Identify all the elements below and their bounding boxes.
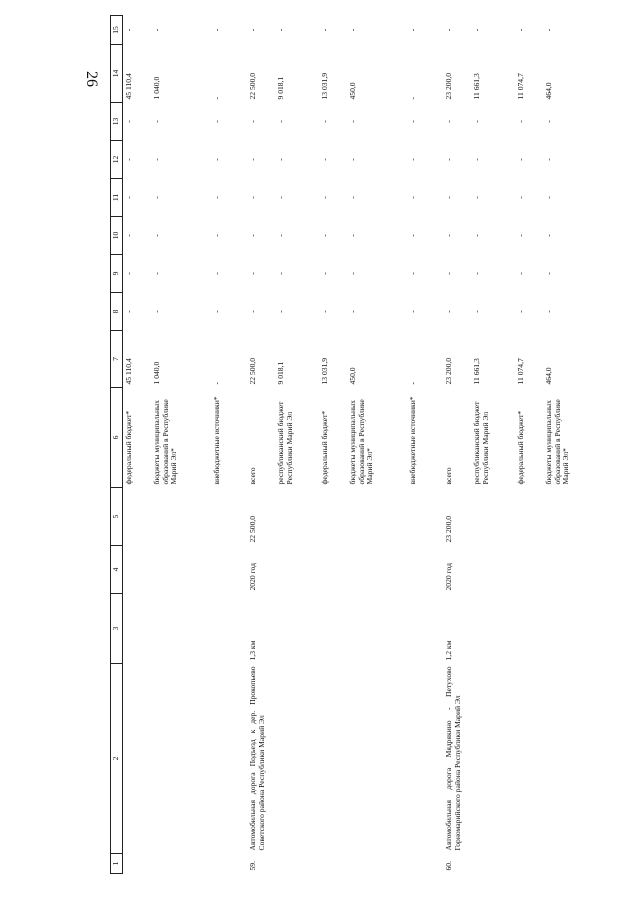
- road-length: 1,2 км: [444, 640, 453, 661]
- header-cell: 2: [111, 664, 123, 854]
- empty-cell: -: [408, 28, 417, 32]
- empty-cell: -: [152, 120, 161, 123]
- empty-cell: -: [408, 272, 417, 275]
- header-cell: 13: [111, 103, 123, 141]
- empty-cell: -: [276, 310, 285, 313]
- row-number: 60.: [444, 861, 453, 871]
- empty-cell: -: [544, 120, 553, 123]
- source-label: всего: [444, 467, 453, 485]
- empty-cell: -: [124, 158, 133, 161]
- empty-cell: -: [408, 158, 417, 161]
- amount-cell: -: [408, 381, 417, 385]
- empty-cell: -: [212, 234, 221, 237]
- empty-cell: -: [516, 272, 525, 275]
- source-label: внебюджетные источники*: [408, 396, 417, 485]
- empty-cell: -: [276, 120, 285, 123]
- amount-cell: 22 500,0: [248, 357, 257, 385]
- empty-cell: -: [152, 28, 161, 32]
- empty-cell: -: [516, 196, 525, 199]
- header-row: [111, 16, 123, 874]
- empty-cell: -: [444, 120, 453, 123]
- empty-cell: -: [276, 272, 285, 275]
- empty-cell: -: [212, 120, 221, 123]
- empty-cell: -: [348, 196, 357, 199]
- source-label: бюджеты муниципальных образований в Республике Марий Эл*: [348, 399, 375, 485]
- amount-cell: 13 031,9: [320, 357, 329, 385]
- empty-cell: -: [516, 158, 525, 161]
- row-number: 59.: [248, 861, 257, 871]
- road-year: 2020 год: [248, 563, 257, 591]
- empty-cell: -: [444, 28, 453, 32]
- empty-cell: -: [320, 196, 329, 199]
- amount-cell: 23 200,0: [444, 357, 453, 385]
- header-cell: 5: [111, 488, 123, 546]
- header-cell: 7: [111, 331, 123, 388]
- empty-cell: -: [444, 272, 453, 275]
- header-cell: 4: [111, 546, 123, 594]
- empty-cell: -: [152, 158, 161, 161]
- empty-cell: -: [544, 234, 553, 237]
- empty-cell: -: [444, 196, 453, 199]
- header-cell: 6: [111, 388, 123, 488]
- empty-cell: -: [248, 234, 257, 237]
- amount-cell: 23 200,0: [444, 72, 453, 100]
- empty-cell: -: [124, 28, 133, 32]
- amount-cell: 22 500,0: [248, 72, 257, 100]
- empty-cell: -: [348, 158, 357, 161]
- empty-cell: -: [212, 158, 221, 161]
- empty-cell: -: [516, 28, 525, 32]
- empty-cell: -: [276, 196, 285, 199]
- empty-cell: -: [212, 272, 221, 275]
- empty-cell: -: [152, 234, 161, 237]
- empty-cell: -: [408, 310, 417, 313]
- amount-cell: 1 040,0: [152, 361, 161, 385]
- amount-cell: 464,0: [544, 82, 553, 100]
- empty-cell: -: [472, 120, 481, 123]
- empty-cell: -: [212, 196, 221, 199]
- source-label: бюджеты муниципальных образований в Республике Марий Эл*: [544, 399, 571, 485]
- empty-cell: -: [348, 120, 357, 123]
- table-row: [247, 16, 443, 874]
- empty-cell: -: [472, 272, 481, 275]
- source-label: федеральный бюджет*: [516, 410, 525, 485]
- amount-cell: 45 110,4: [124, 358, 133, 385]
- empty-cell: -: [348, 310, 357, 313]
- empty-cell: -: [320, 310, 329, 313]
- amount-cell: 9 018,1: [276, 76, 285, 100]
- source-label: республиканский бюджет Республики Марий Эл: [472, 401, 490, 485]
- empty-cell: -: [408, 234, 417, 237]
- header-cell: 9: [111, 255, 123, 293]
- source-label: внебюджетные источники*: [212, 396, 221, 485]
- empty-cell: -: [472, 196, 481, 199]
- header-cell: 14: [111, 45, 123, 103]
- empty-cell: -: [248, 272, 257, 275]
- empty-cell: -: [544, 158, 553, 161]
- road-length: 1,3 км: [248, 640, 257, 661]
- empty-cell: -: [320, 158, 329, 161]
- road-name: Автомобильная дорога Мядрякино - Петухово Горномарийского района Республики Марий Эл: [444, 666, 462, 851]
- empty-cell: -: [276, 158, 285, 161]
- source-label: бюджеты муниципальных образований в Республике Марий Эл*: [152, 399, 179, 485]
- empty-cell: -: [248, 28, 257, 32]
- empty-cell: -: [320, 234, 329, 237]
- header-cell: 1: [111, 854, 123, 874]
- empty-cell: -: [248, 120, 257, 123]
- empty-cell: -: [348, 234, 357, 237]
- empty-cell: -: [348, 272, 357, 275]
- empty-cell: -: [516, 234, 525, 237]
- source-label: федеральный бюджет*: [320, 410, 329, 485]
- amount-cell: 450,0: [348, 82, 357, 100]
- road-name: Автомобильная дорога Подъезд к дер. Прокопьево Советского района Республики Марий Эл: [248, 666, 266, 851]
- table-row: [123, 16, 248, 874]
- road-year: 2020 год: [444, 563, 453, 591]
- empty-cell: -: [276, 28, 285, 32]
- empty-cell: -: [444, 158, 453, 161]
- empty-cell: -: [544, 28, 553, 32]
- empty-cell: -: [152, 310, 161, 313]
- source-label: республиканский бюджет Республики Марий Эл: [276, 401, 294, 485]
- empty-cell: -: [472, 28, 481, 32]
- empty-cell: -: [320, 120, 329, 123]
- header-cell: 3: [111, 594, 123, 664]
- header-cell: 11: [111, 179, 123, 217]
- road-total: 22 500,0: [248, 515, 257, 543]
- empty-cell: -: [544, 272, 553, 275]
- empty-cell: -: [408, 120, 417, 123]
- empty-cell: -: [472, 158, 481, 161]
- header-cell: 8: [111, 293, 123, 331]
- empty-cell: -: [124, 120, 133, 123]
- program-table: [110, 15, 611, 874]
- empty-cell: -: [152, 196, 161, 199]
- empty-cell: -: [408, 196, 417, 199]
- amount-cell: -: [408, 96, 417, 100]
- empty-cell: -: [544, 196, 553, 199]
- amount-cell: 450,0: [348, 367, 357, 385]
- amount-cell: -: [212, 96, 221, 100]
- empty-cell: -: [516, 120, 525, 123]
- amount-cell: 11 074,7: [516, 358, 525, 385]
- amount-cell: 464,0: [544, 367, 553, 385]
- empty-cell: -: [212, 28, 221, 32]
- road-total: 23 200,0: [444, 515, 453, 543]
- amount-cell: 45 110,4: [124, 73, 133, 100]
- table-row: [443, 16, 611, 874]
- empty-cell: -: [472, 234, 481, 237]
- empty-cell: -: [472, 310, 481, 313]
- amount-cell: 13 031,9: [320, 72, 329, 100]
- amount-cell: -: [212, 381, 221, 385]
- empty-cell: -: [152, 272, 161, 275]
- empty-cell: -: [444, 234, 453, 237]
- header-cell: 15: [111, 16, 123, 45]
- source-label: федеральный бюджет*: [124, 410, 133, 485]
- amount-cell: 9 018,1: [276, 361, 285, 385]
- empty-cell: -: [444, 310, 453, 313]
- empty-cell: -: [124, 272, 133, 275]
- amount-cell: 11 074,7: [516, 73, 525, 100]
- empty-cell: -: [248, 310, 257, 313]
- empty-cell: -: [248, 158, 257, 161]
- amount-cell: 11 661,3: [472, 358, 481, 385]
- empty-cell: -: [248, 196, 257, 199]
- empty-cell: -: [276, 234, 285, 237]
- empty-cell: -: [544, 310, 553, 313]
- empty-cell: -: [124, 310, 133, 313]
- empty-cell: -: [516, 310, 525, 313]
- empty-cell: -: [348, 28, 357, 32]
- empty-cell: -: [124, 234, 133, 237]
- amount-cell: 1 040,0: [152, 76, 161, 100]
- empty-cell: -: [124, 196, 133, 199]
- source-label: всего: [248, 467, 257, 485]
- empty-cell: -: [320, 272, 329, 275]
- amount-cell: 11 661,3: [472, 73, 481, 100]
- header-cell: 10: [111, 217, 123, 255]
- empty-cell: -: [320, 28, 329, 32]
- page-number: 26: [83, 71, 100, 87]
- empty-cell: -: [212, 310, 221, 313]
- header-cell: 12: [111, 141, 123, 179]
- rotated-page: [110, 26, 610, 878]
